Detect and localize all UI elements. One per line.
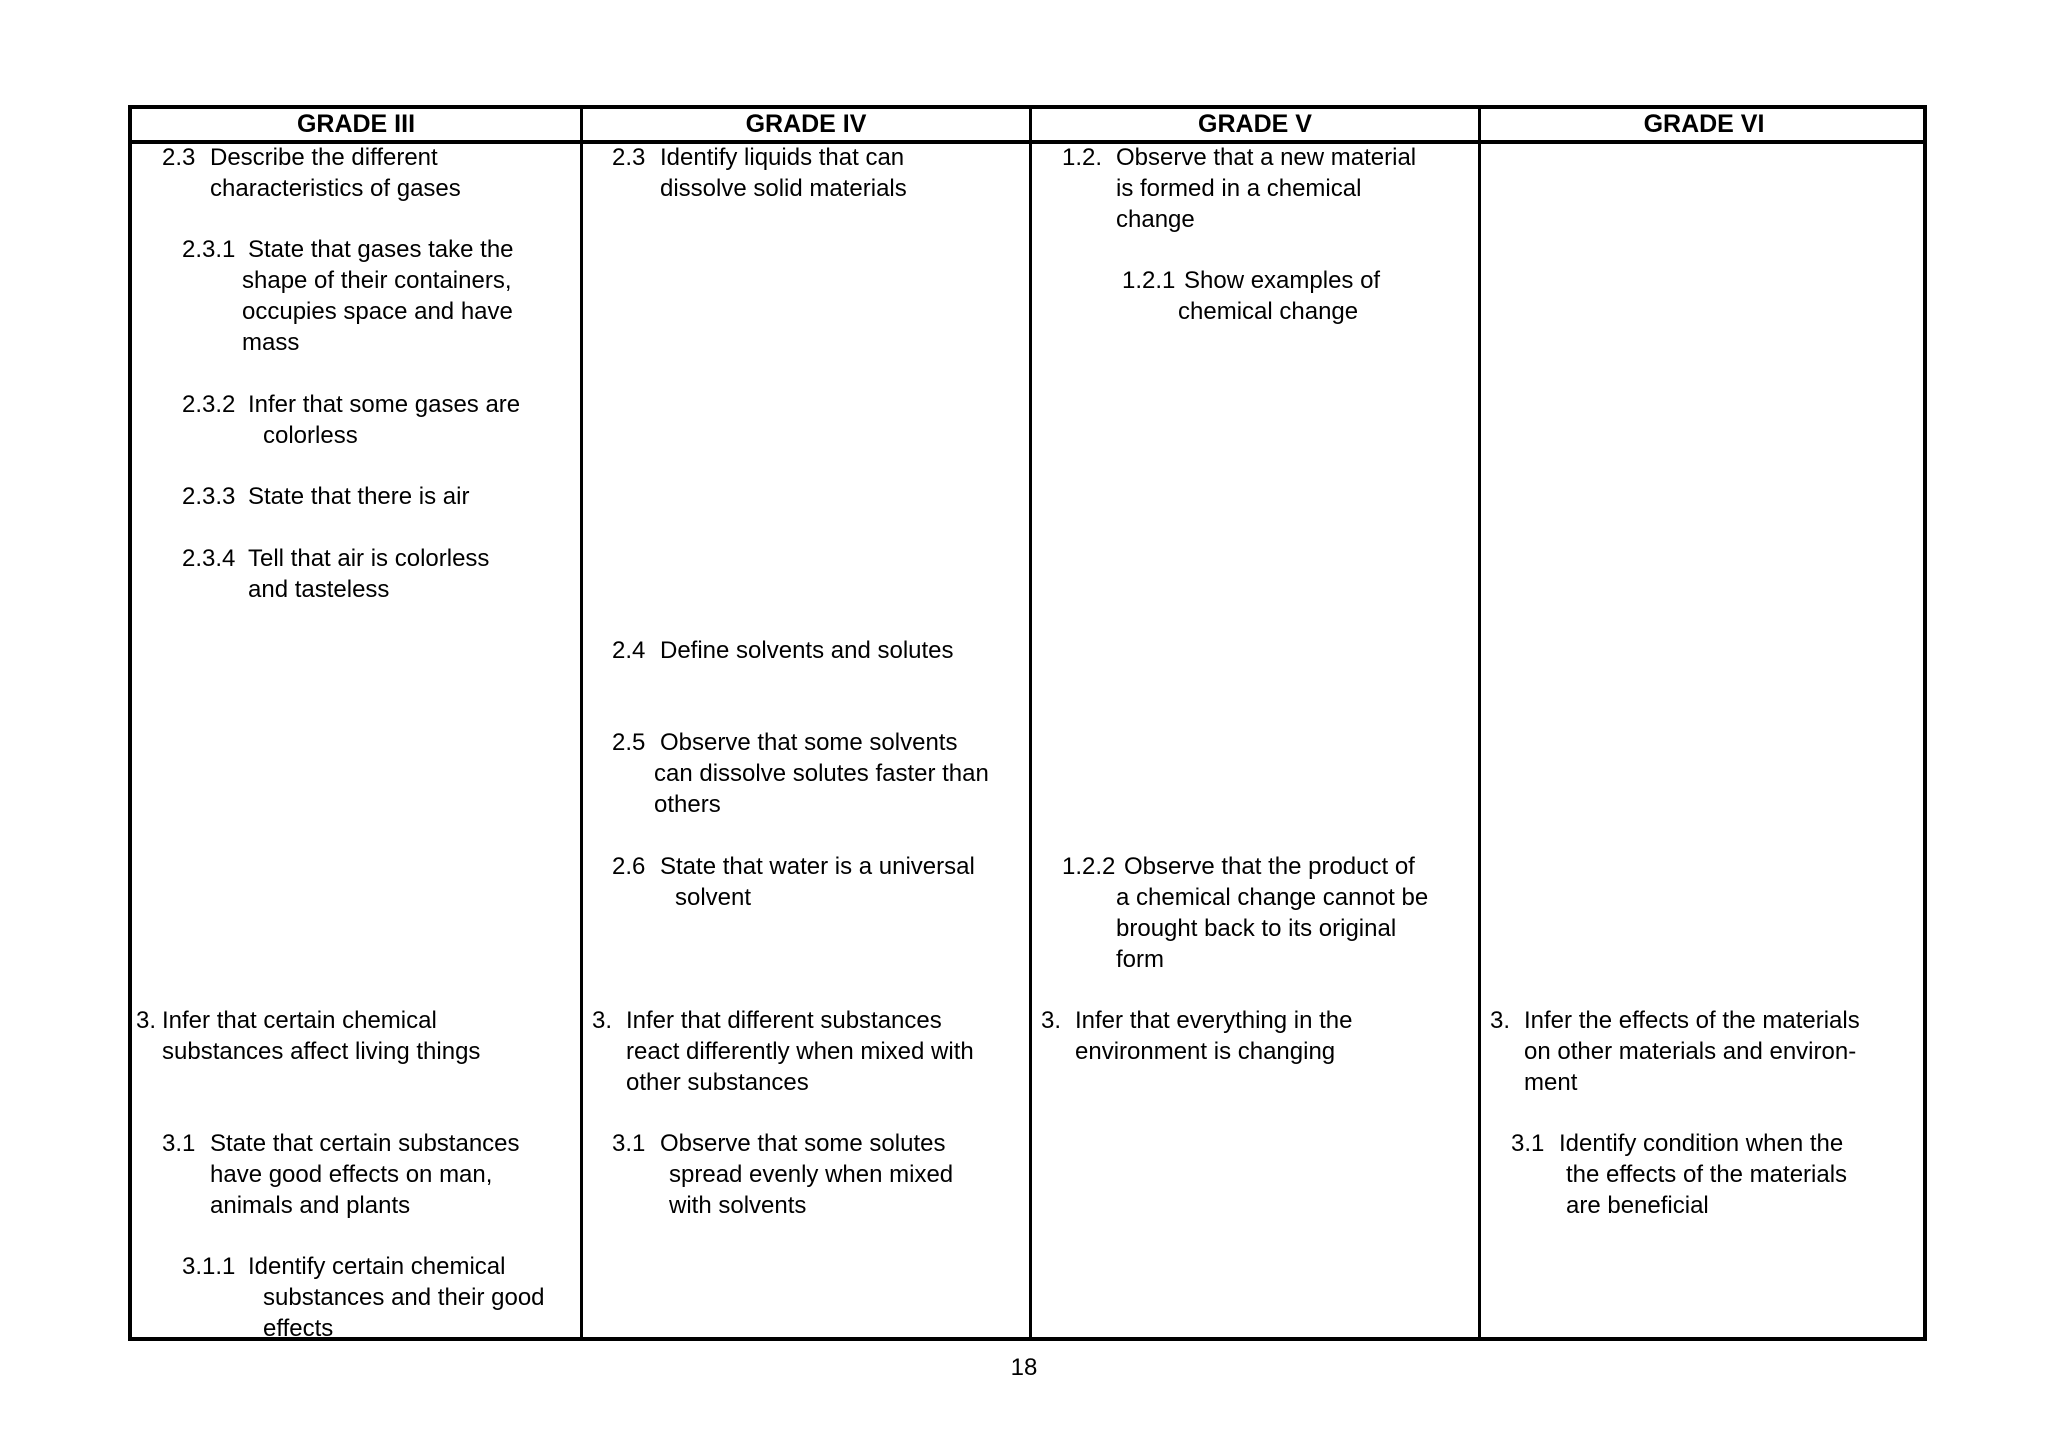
item-line: change	[1116, 206, 1195, 233]
item-line: Show examples of	[1184, 267, 1381, 294]
item-line: solvent	[675, 884, 752, 911]
item-line: form	[1116, 946, 1164, 973]
objective-item	[182, 543, 235, 574]
objective-item-text	[1178, 296, 1358, 327]
objective-item	[136, 1005, 156, 1036]
item-line: Identify liquids that can	[660, 144, 905, 171]
objective-item	[592, 1005, 612, 1036]
item-number: 1.2.1	[1122, 267, 1176, 294]
item-line: the effects of the materials	[1566, 1161, 1848, 1188]
column-divider	[580, 109, 583, 1337]
item-line: chemical change	[1178, 298, 1359, 325]
objective-item-text	[263, 1282, 545, 1344]
objective-item-text	[654, 758, 989, 820]
item-number: 2.3.2	[182, 391, 236, 418]
item-line: Observe that the product of	[1124, 853, 1415, 880]
objective-item-text	[660, 635, 954, 666]
item-line: Infer the effects of the materials	[1524, 1007, 1860, 1034]
item-line: substances and their good	[263, 1284, 545, 1311]
objective-item-text	[210, 142, 461, 204]
item-number: 3.1	[162, 1130, 196, 1157]
item-line: react differently when mixed with	[626, 1038, 974, 1065]
objective-item	[612, 635, 645, 666]
item-number: 2.3.4	[182, 545, 236, 572]
item-number: 3.	[1041, 1007, 1062, 1034]
item-number: 3.	[1490, 1007, 1511, 1034]
item-line: spread evenly when mixed	[669, 1161, 954, 1188]
item-line: mass	[242, 329, 300, 356]
header-grade-iii: GRADE III	[296, 110, 416, 138]
objective-item-text	[162, 1005, 480, 1067]
item-line: others	[654, 791, 721, 818]
item-line: animals and plants	[210, 1192, 411, 1219]
item-line: on other materials and environ-	[1524, 1038, 1857, 1065]
item-line: colorless	[263, 422, 358, 449]
item-line: ment	[1524, 1069, 1578, 1096]
objective-item-text	[210, 1128, 520, 1221]
item-number: 3.	[136, 1007, 157, 1034]
item-line: Define solvents and solutes	[660, 637, 954, 664]
objective-item-text	[660, 142, 907, 204]
objective-item	[1511, 1128, 1544, 1159]
item-number: 2.3	[162, 144, 196, 171]
item-number: 3.1.1	[182, 1253, 236, 1280]
item-line: shape of their containers,	[242, 267, 512, 294]
item-line: State that water is a universal	[660, 853, 975, 880]
header-grade-v: GRADE V	[1198, 110, 1312, 138]
item-line: and tasteless	[248, 576, 390, 603]
item-line: State that gases take the	[248, 236, 514, 263]
item-number: 3.	[592, 1007, 613, 1034]
item-line: Identify certain chemical	[248, 1253, 506, 1280]
objective-item	[182, 234, 235, 265]
item-line: can dissolve solutes faster than	[654, 760, 989, 787]
objective-item-text	[242, 265, 513, 358]
objective-item-text	[660, 851, 975, 882]
column-divider	[1478, 109, 1481, 1337]
header-grade-vi: GRADE VI	[1643, 110, 1765, 138]
objective-item-text	[248, 543, 489, 605]
curriculum-table	[128, 105, 1927, 1341]
item-line: is formed in a chemical	[1116, 175, 1362, 202]
objective-item	[1490, 1005, 1510, 1036]
item-line: Observe that some solvents	[660, 729, 958, 756]
item-number: 1.2.2	[1062, 853, 1116, 880]
objective-item	[612, 851, 645, 882]
item-number: 2.3	[612, 144, 646, 171]
item-line: Identify condition when the	[1559, 1130, 1844, 1157]
item-line: Observe that a new material	[1116, 144, 1417, 171]
item-line: Infer that some gases are	[248, 391, 521, 418]
item-line: dissolve solid materials	[660, 175, 907, 202]
item-line: occupies space and have	[242, 298, 513, 325]
objective-item-text	[1184, 265, 1380, 296]
item-line: brought back to its original	[1116, 915, 1397, 942]
item-line: a chemical change cannot be	[1116, 884, 1429, 911]
objective-item-text	[1116, 882, 1428, 975]
item-number: 3.1	[612, 1130, 646, 1157]
objective-item-text	[1524, 1005, 1860, 1098]
column-divider	[1029, 109, 1032, 1337]
item-line: characteristics of gases	[210, 175, 461, 202]
item-line: Infer that different substances	[626, 1007, 942, 1034]
objective-item	[182, 481, 235, 512]
objective-item-text	[248, 234, 514, 265]
objective-item-text	[669, 1159, 953, 1221]
objective-item	[182, 389, 235, 420]
objective-item-text	[248, 481, 469, 512]
objective-item-text	[1566, 1159, 1847, 1221]
item-line: substances affect living things	[162, 1038, 481, 1065]
item-number: 2.3.1	[182, 236, 236, 263]
item-line: environment is changing	[1075, 1038, 1336, 1065]
objective-item	[612, 142, 645, 173]
objective-item	[1122, 265, 1175, 296]
objective-item	[1062, 851, 1115, 882]
objective-item-text	[1116, 142, 1416, 235]
objective-item-text	[1559, 1128, 1843, 1159]
item-line: State that certain substances	[210, 1130, 520, 1157]
objective-item-text	[675, 882, 751, 913]
objective-item-text	[248, 389, 520, 420]
item-line: Infer that everything in the	[1075, 1007, 1353, 1034]
item-line: Tell that air is colorless	[248, 545, 490, 572]
item-number: 3.1	[1511, 1130, 1545, 1157]
objective-item	[182, 1251, 235, 1282]
item-line: Infer that certain chemical	[162, 1007, 437, 1034]
objective-item	[1062, 142, 1102, 173]
objective-item	[162, 1128, 195, 1159]
objective-item-text	[660, 1128, 945, 1159]
header-grade-iv: GRADE IV	[745, 110, 867, 138]
item-line: effects	[263, 1315, 334, 1342]
objective-item-text	[248, 1251, 505, 1282]
item-line: with solvents	[669, 1192, 807, 1219]
item-line: are beneficial	[1566, 1192, 1709, 1219]
item-number: 2.6	[612, 853, 646, 880]
objective-item-text	[1124, 851, 1415, 882]
item-number: 2.3.3	[182, 483, 236, 510]
item-number: 1.2.	[1062, 144, 1103, 171]
item-line: other substances	[626, 1069, 809, 1096]
objective-item-text	[1075, 1005, 1353, 1067]
objective-item-text	[263, 420, 358, 451]
item-line: State that there is air	[248, 483, 470, 510]
objective-item	[162, 142, 195, 173]
objective-item-text	[626, 1005, 974, 1098]
item-line: have good effects on man,	[210, 1161, 493, 1188]
item-line: Describe the different	[210, 144, 438, 171]
item-line: Observe that some solutes	[660, 1130, 946, 1157]
page-number: 18	[1010, 1354, 1038, 1381]
item-number: 2.5	[612, 729, 646, 756]
item-number: 2.4	[612, 637, 646, 664]
objective-item	[1041, 1005, 1061, 1036]
objective-item	[612, 727, 645, 758]
objective-item	[612, 1128, 645, 1159]
objective-item-text	[660, 727, 957, 758]
